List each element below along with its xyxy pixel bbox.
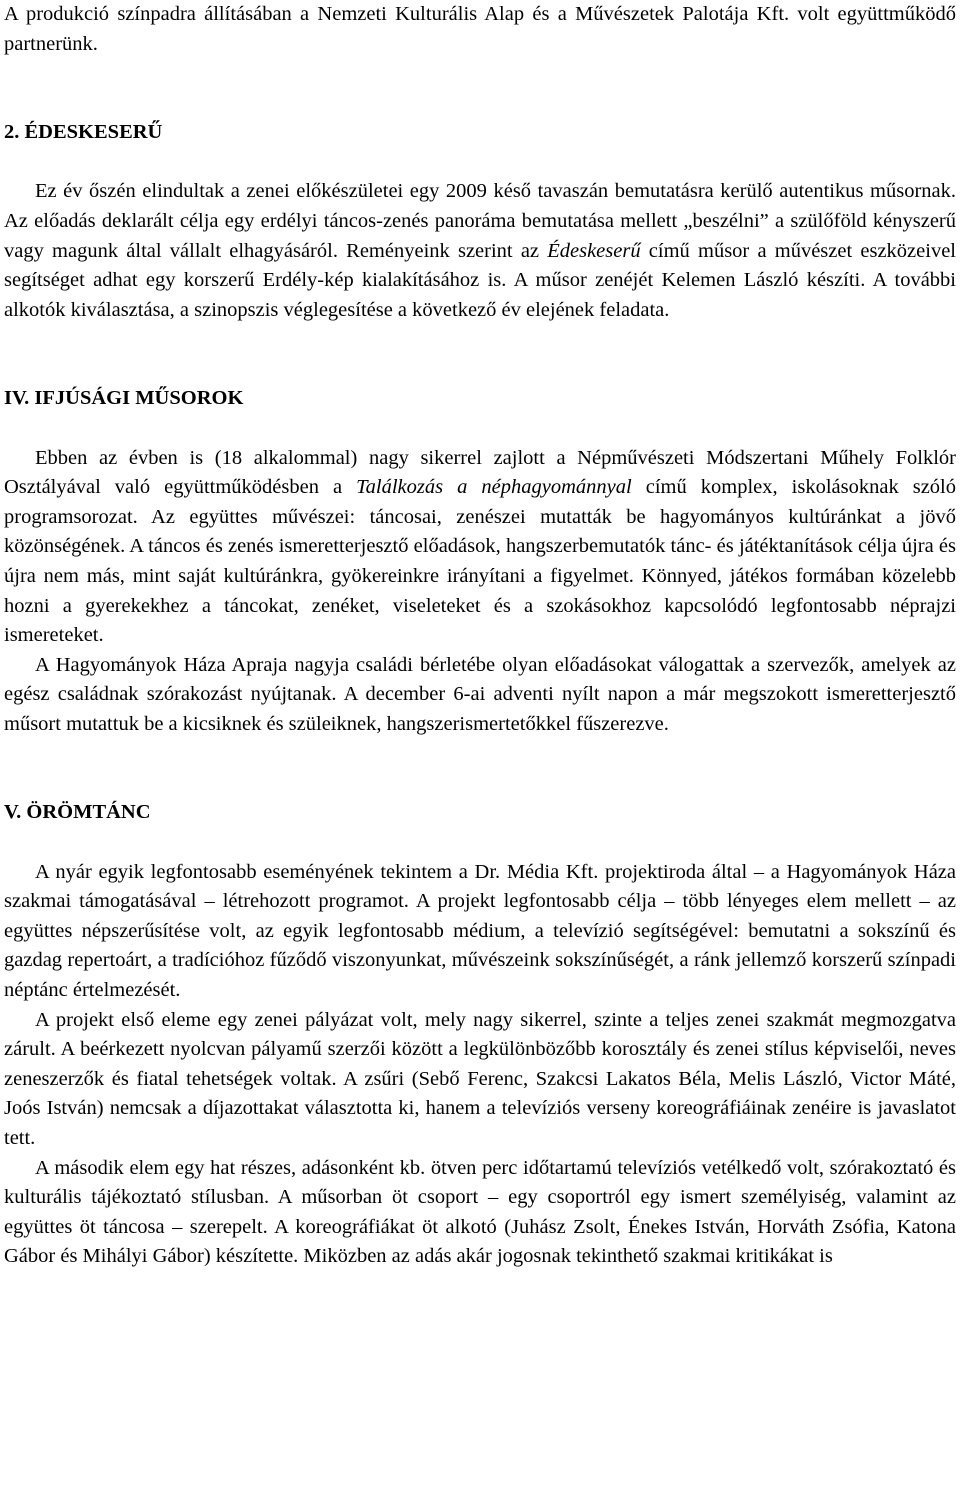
ifjusagi-text-a: Ebben az évben is (18 alkalommal) nagy sikerrel zajlott a Népművészeti Módszertani Műhely Folklór Osztályával való együttműködésben a [4, 446, 956, 499]
edeskeseru-paragraph [4, 177, 956, 325]
ifjusagi-paragraph-1 [4, 444, 956, 651]
edeskeseru-title-italic: Édeskeserű [547, 239, 641, 262]
ifjusagi-paragraph-2: A Hagyományok Háza Apraja nagyja családi bérletébe olyan előadásokat válogattak a szervezők, amelyek az egész családnak szórakozást nyújtanak. A december 6-ai adventi nyílt napon a már megszokott ismeretterjesztő műsort mutattuk be a kicsiknek és szüleiknek, hangszerismertetőkkel fűszerezve. [4, 653, 956, 735]
oromtanc-paragraph-2: A projekt első eleme egy zenei pályázat volt, mely nagy sikerrel, szinte a teljes zenei szakmát megmozgatva zárult. A beérkezett nyolcvan pályamű szerzői között a legkülönbözőbb korosztály és zenei stílus képviselői, neves zeneszerzők és fiatal tehetségek voltak. A zsűri (Sebő Ferenc, Szakcsi Lakatos Béla, Melis László, Victor Máté, Joós István) nemcsak a díjazottakat választotta ki, hanem a televíziós verseny koreográfiáinak zenéire is javaslatot tett. [4, 1008, 956, 1149]
section-heading-oromtanc: V. ÖRÖMTÁNC [4, 801, 151, 824]
section-heading-ifjusagi: IV. IFJÚSÁGI MŰSOROK [4, 387, 244, 410]
edeskeseru-text-a: Ez év őszén elindultak a zenei előkészületei egy 2009 késő tavaszán bemutatásra kerülő autentikus műsornak. Az előadás deklarált célja egy erdélyi táncos-zenés panoráma bemutatása mellett „beszélni” a szülőföld kényszerű vagy magunk által vállalt elhagyásáról. Reményeink szerint az [4, 180, 956, 262]
section-heading-edeskeseru: 2. ÉDESKESERŰ [4, 121, 163, 144]
oromtanc-paragraph-3: A második elem egy hat részes, adásonként kb. ötven perc időtartamú televíziós vetélkedő volt, szórakoztató és kulturális tájékoztató stílusban. A műsorban öt csoport – egy csoportról egy ismert személyiség, valamint az együttes öt táncosa – szerepelt. A koreográfiákat öt alkotó (Juhász Zsolt, Énekes István, Horváth Zsófia, Katona Gábor és Mihályi Gábor) készítette. Miközben az adás akár jogosnak tekinthető szakmai kritikákat is [4, 1156, 956, 1268]
oromtanc-paragraph-1: A nyár egyik legfontosabb eseményének tekintem a Dr. Média Kft. projektiroda által – a Hagyományok Háza szakmai támogatásával – létrehozott programot. A projekt legfontosabb célja – több lényeges elem mellett – az együttes népszerűsítése volt, az egyik legfontosabb médium, a televízió segítségével: bemutatni a sokszínű és gazdag repertoárt, a tradícióhoz fűződő viszonyunkat, művészeink sokszínűségét, a ránk jellemző korszerű színpadi néptánc értelmezését. [4, 860, 956, 1002]
ifjusagi-text-b: című komplex, iskolásoknak szóló programsorozat. Az együttes művészei: táncosai, zenészei mutatták be hagyományos kultúránkat a jövő közönségének. A táncos és zenés ismeretterjesztő előadások, hangszerbemutatók tánc- és játéktanítások célja újra és újra nem más, mint saját kultúránkra, gyökereinkre irányítani a figyelmet. Könnyed, játékos formában közelebb hozni a gyerekekhez a táncokat, zenéket, viseleteket és a szokásokhoz kapcsolódó legfontosabb néprajzi ismereteket. [4, 476, 957, 647]
intro-paragraph: A produkció színpadra állításában a Nemzeti Kulturális Alap és a Művészetek Palotája Kft. volt együttműködő partnerünk. [4, 3, 956, 55]
ifjusagi-program-italic: Találkozás a néphagyománnyal [356, 476, 632, 499]
edeskeseru-text-b: című műsor a művészet eszközeivel segítséget adhat egy korszerű Erdély-kép kialakításához is. A műsor zenéjét Kelemen László készíti. A további alkotók kiválasztása, a szinopszis véglegesítése a következő év elejének feladata. [4, 239, 956, 321]
